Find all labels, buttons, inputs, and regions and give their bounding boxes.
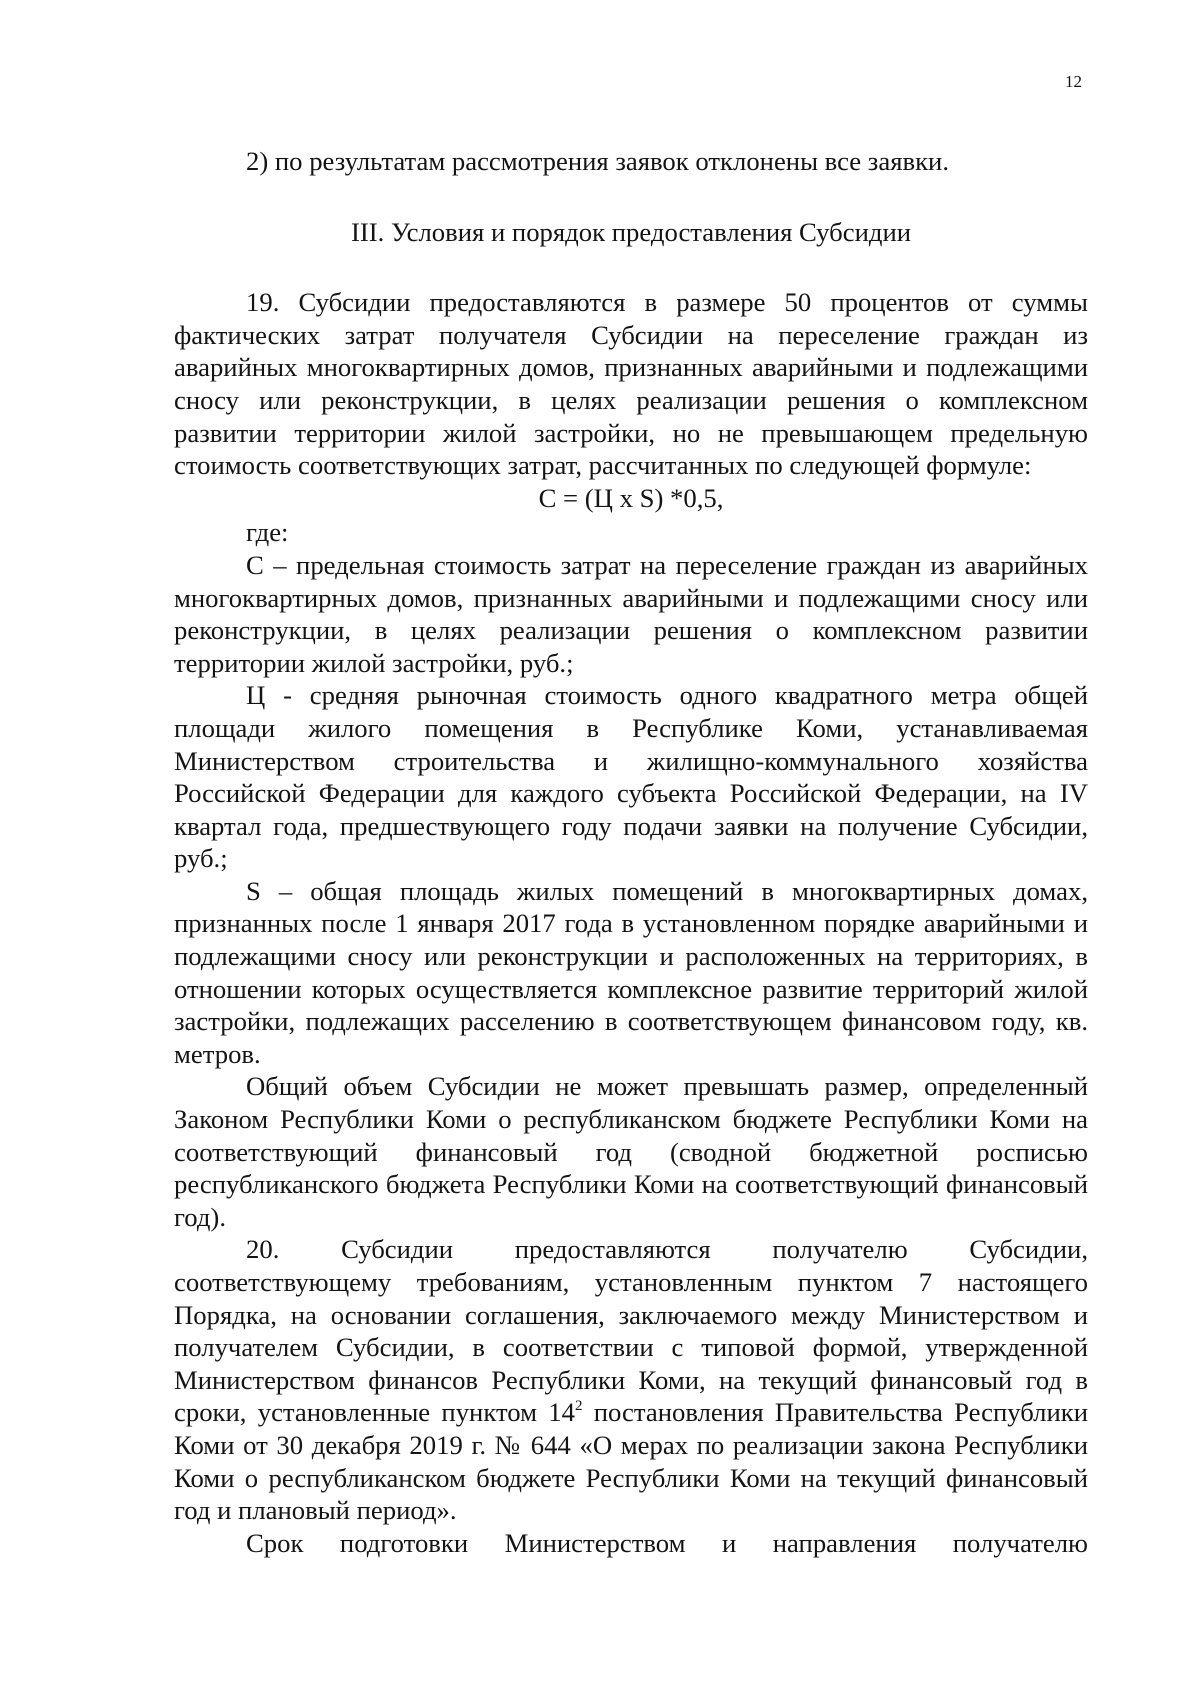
- paragraph-total-volume: Общий объем Субсидии не может превышать размер, определенный Законом Республики Коми о республиканском бюджете Республики Коми на соответствующий финансовый год (сводной бюджетной росписью республиканского бюджета Республики Коми на соответствующий финансовый год).: [174, 1071, 1088, 1232]
- definition-s: S – общая площадь жилых помещений в многоквартирных домах, признанных после 1 января 2017 года в установленном порядке аварийными и подлежащими сносу или реконструкции и расположенных на территориях, в отношении которых осуществляется комплексное развитие территорий жилой застройки, подлежащих расселению в соответствующем финансовом году, кв. метров.: [174, 875, 1088, 1069]
- paragraph-20-part2: постановления Правительства Республики Коми от 30 декабря 2019 г. № 644 «О мерах по реализации закона Республики Коми о республиканском бюджете Республики Коми на текущий финансовый год и плановый период».: [174, 1397, 1088, 1526]
- definition-ts: Ц - средняя рыночная стоимость одного квадратного метра общей площади жилого помещения в Республике Коми, устанавливаемая Министерством строительства и жилищно-коммунального хозяйства Российской Федерации для каждого субъекта Российской Федерации, на IV квартал года, предшествующего году подачи заявки на получение Субсидии, руб.;: [174, 680, 1088, 874]
- list-item-2: 2) по результатам рассмотрения заявок отклонены все заявки.: [246, 146, 949, 176]
- paragraph-20-part1: 20. Субсидии предоставляются получателю Субсидии, соответствующему требованиям, установленным пунктом 7 настоящего Порядка, на основании соглашения, заключаемого между Министерством и получателем Субсидии, в соответствии с типовой формой, утвержденной Министерством финансов Республики Коми, на текущий финансовый год в сроки, установленные пунктом 14: [174, 1234, 1088, 1428]
- definition-c: C – предельная стоимость затрат на переселение граждан из аварийных многоквартирных домов, признанных аварийными и подлежащими сносу или реконструкции, в целях реализации решения о комплексном развитии территории жилой застройки, руб.;: [174, 549, 1088, 678]
- where-label: где:: [246, 517, 289, 548]
- document-body: [174, 145, 1088, 1559]
- section-heading: III. Условия и порядок предоставления Субсидии: [350, 216, 912, 247]
- page-number: 12: [1065, 72, 1082, 91]
- paragraph-20-superscript: 2: [574, 1398, 583, 1415]
- paragraph-deadline: Срок подготовки Министерством и направления получателю: [246, 1527, 1088, 1558]
- formula: C = (Ц x S) *0,5,: [538, 482, 724, 513]
- paragraph-20: [174, 1233, 1088, 1526]
- paragraph-19: 19. Субсидии предоставляются в размере 50 процентов от суммы фактических затрат получателя Субсидии на переселение граждан из аварийных многоквартирных домов, признанных аварийными и подлежащими сносу или реконструкции, в целях реализации решения о комплексном развитии территории жилой застройки, но не превышающем предельную стоимость соответствующих затрат, рассчитанных по следующей формуле:: [174, 287, 1088, 481]
